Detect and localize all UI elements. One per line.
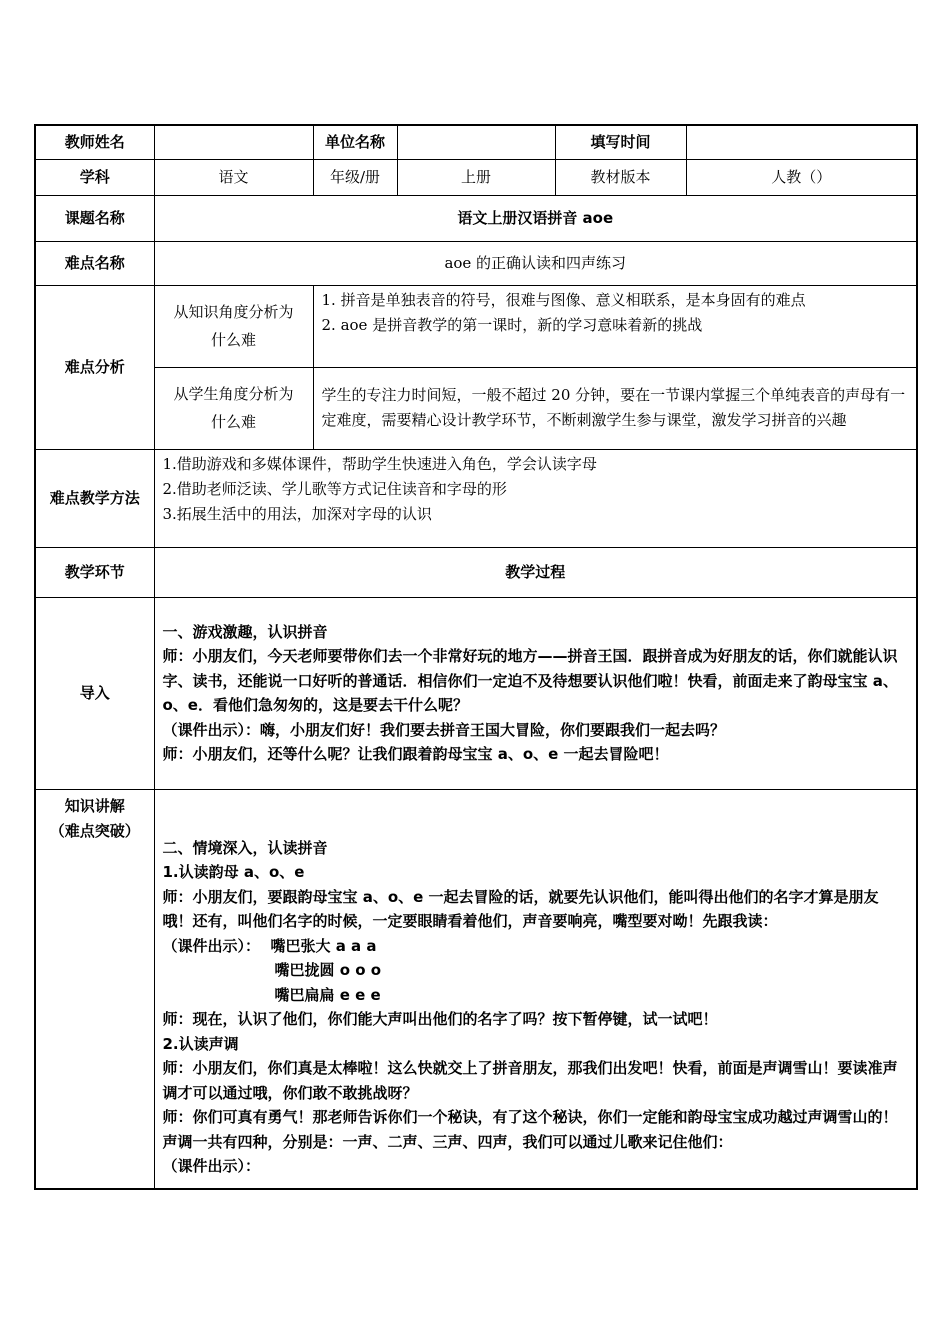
intro-content [154,597,917,789]
unit-label: 单位名称 [313,125,397,159]
teacher-value[interactable] [154,125,313,159]
intro-heading: 一、游戏激趣，认识拼音 [162,622,328,641]
method-item-3: 3.拓展生活中的用法，加深对字母的认识 [162,504,432,523]
knowledge-angle-label: 从知识角度分析为什么难 [154,285,313,367]
lesson-plan-sheet [34,124,916,1190]
show-prefix: （课件出示）： [162,936,261,955]
student-angle-label: 从学生角度分析为什么难 [154,367,313,449]
date-value[interactable] [686,125,917,159]
mouth-a-line [163,934,909,959]
knowledge-sub-2: 2.认读声调 [162,1034,239,1053]
knowledge-content [154,789,917,1189]
topic-row [35,195,917,241]
process-header-row [35,547,917,597]
difficulty-value: aoe 的正确认读和四声练习 [154,241,917,285]
subject-value: 语文 [154,159,313,195]
knowledge-sub-1: 1.认读韵母 a、o、e [162,863,305,881]
intro-row [35,597,917,789]
knowledge-paragraph-1: 师：小朋友们，要跟韵母宝宝 a、o、e 一起去冒险的话，就要先认识他们，能叫得出他们的名字才算是朋友哦！还有，叫他们名字的时候，一定要眼睛看着他们，声音要响亮，嘴型要对呦！先跟我读： [162,887,879,930]
difficulty-row [35,241,917,285]
intro-paragraph-3: 师：小朋友们，还等什么呢？让我们跟着韵母宝宝 a、o、e 一起去冒险吧！ [162,745,669,763]
intro-label: 导入 [35,597,154,789]
analysis-label: 难点分析 [35,285,154,449]
knowledge-paragraph-4: 师：你们可真有勇气！那老师告诉你们一个秘诀，有了这个秘诀，你们一定能和韵母宝宝成功越过声调雪山的！声调一共有四种，分别是：一声、二声、三声、四声，我们可以通过儿歌来记住他们： [162,1108,898,1151]
header-row-2 [35,159,917,195]
topic-value: 语文上册汉语拼音 aoe [154,195,917,241]
edition-label: 教材版本 [555,159,686,195]
mouth-e: 嘴巴扁扁 e e e [274,985,381,1004]
knowledge-angle-content [313,285,917,367]
knowledge-label-line1: 知识讲解 [64,796,125,815]
student-angle-content: 学生的专注力时间短，一般不超过 20 分钟，要在一节课内掌握三个单纯表音的声母有一定难度，需要精心设计教学环节，不断刺激学生参与课堂，激发学习拼音的兴趣 [313,367,917,449]
knowledge-paragraph-3: 师：小朋友们，你们真是太棒啦！这么快就交上了拼音朋友，那我们出发吧！快看，前面是声调雪山！要读准声调才可以通过哦，你们敢不敢挑战呀？ [162,1059,898,1102]
difficulty-label: 难点名称 [35,241,154,285]
method-item-1: 1.借助游戏和多媒体课件，帮助学生快速进入角色，学会认读字母 [162,454,597,473]
process-header: 教学过程 [154,547,917,597]
intro-paragraph-1: 师：小朋友们，今天老师要带你们去一个非常好玩的地方——拼音王国．跟拼音成为好朋友的话，你们就能认识字、读书，还能说一口好听的普通话．相信你们一定迫不及待想要认识他们啦！快看，前面走来了韵母宝宝 a、o、e．看他们急匆匆的，这是要去干什么呢？ [162,647,898,714]
lesson-plan-table [34,124,918,1190]
intro-paragraph-2: （课件出示）：嗨，小朋友们好！我们要去拼音王国大冒险，你们要跟我们一起去吗？ [162,720,726,739]
header-row-1 [35,125,917,159]
date-label: 填写时间 [555,125,686,159]
mouth-o: 嘴巴拢圆 o o o [274,961,382,979]
knowledge-label [35,789,154,1189]
knowledge-heading: 二、情境深入，认读拼音 [162,838,328,857]
method-content [154,449,917,547]
grade-label: 年级/册 [313,159,397,195]
mouth-a: 嘴巴张大 a a a [270,936,377,955]
unit-value[interactable] [397,125,555,159]
method-row [35,449,917,547]
stage-header: 教学环节 [35,547,154,597]
method-label: 难点教学方法 [35,449,154,547]
teacher-label: 教师姓名 [35,125,154,159]
knowledge-paragraph-5: （课件出示）： [162,1157,261,1175]
topic-label: 课题名称 [35,195,154,241]
analysis-student-row [35,367,917,449]
analysis-knowledge-row [35,285,917,367]
knowledge-label-line2: （难点突破） [49,821,140,840]
knowledge-item-2: 2. aoe 是拼音教学的第一课时，新的学习意味着新的挑战 [321,315,703,334]
edition-value: 人教（） [686,159,917,195]
subject-label: 学科 [35,159,154,195]
grade-value: 上册 [397,159,555,195]
method-item-2: 2.借助老师泛读、学儿歌等方式记住读音和字母的形 [162,479,507,498]
knowledge-row [35,789,917,1189]
knowledge-item-1: 1. 拼音是单独表音的符号，很难与图像、意义相联系，是本身固有的难点 [321,290,806,309]
knowledge-paragraph-2: 师：现在，认识了他们，你们能大声叫出他们的名字了吗？按下暂停键，试一试吧！ [162,1010,718,1028]
